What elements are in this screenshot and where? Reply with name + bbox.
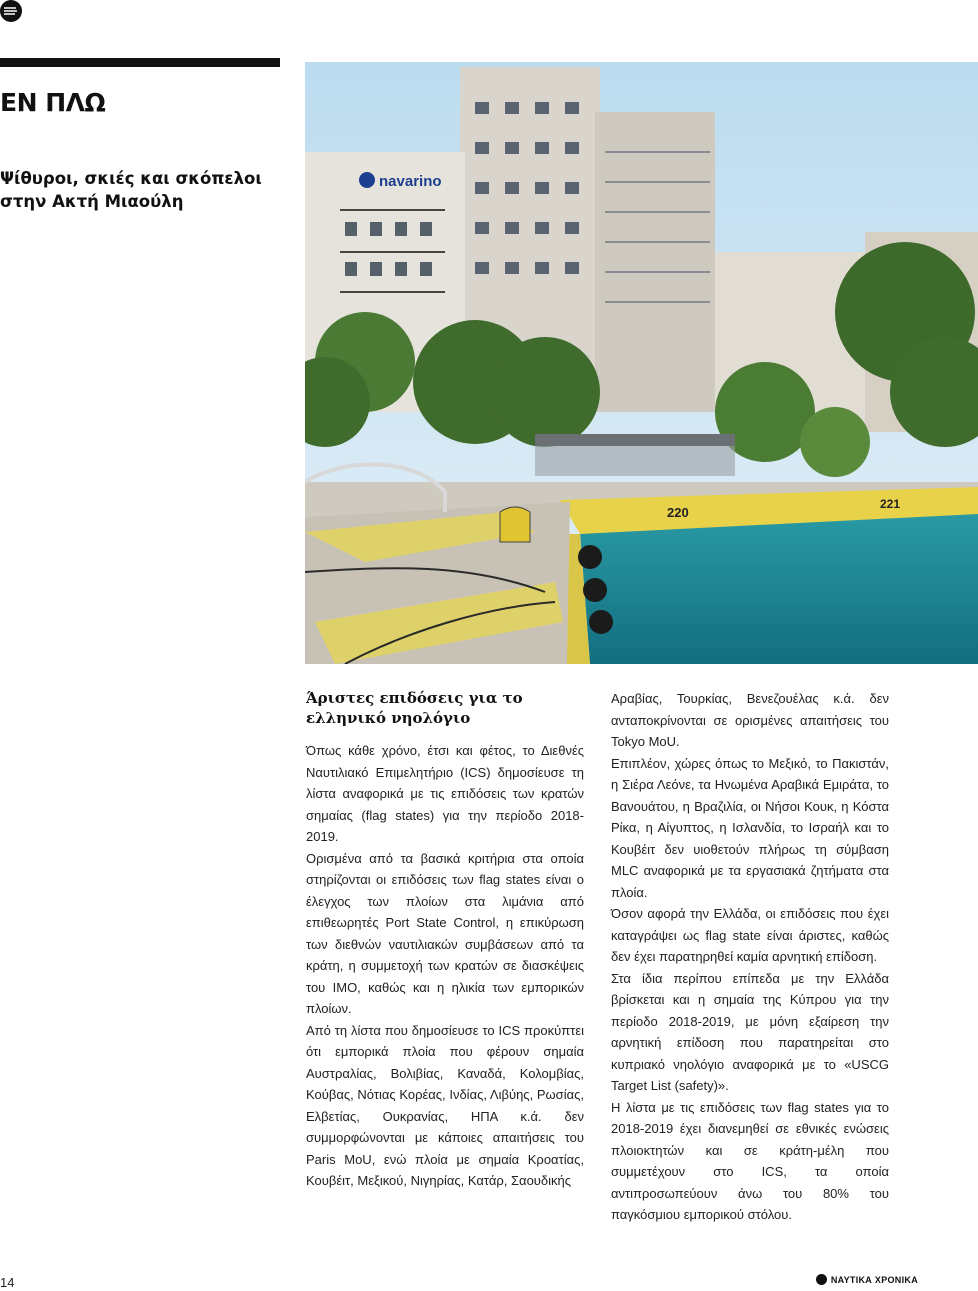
paragraph: Η λίστα με τις επιδόσεις των flag states για το 2018-2019 έχει διανεμηθεί σε εθνικές ενώσεις πλοιοκτητών και σε κράτη-μέλη που συμμετέχουν στο ICS, τα οποία αντιπροσωπεύουν άνω του 80% του παγκόσμιου εμπορικού στόλου. <box>611 1099 889 1222</box>
quay-number-220: 220 <box>667 505 689 520</box>
shelter-roof <box>535 434 735 446</box>
quay-number-221: 221 <box>880 497 901 511</box>
navarino-sign-icon <box>359 172 375 188</box>
footer-brand <box>816 1274 918 1285</box>
paragraph: Όσον αφορά την Ελλάδα, οι επιδόσεις που έχει καταγράψει ως flag state είναι άριστες, καθώς δεν έχει παρατηρηθεί καμία αρνητική επίδοση. <box>611 906 889 964</box>
article-column-2 <box>611 688 889 1226</box>
paragraph: Από τη λίστα που δημοσίευσε το ICS προκύπτει ότι εμπορικά πλοία που φέρουν σημαία Αυστραλίας, Βολιβίας, Καναδά, Κολομβίας, Κούβας, Νότιας Κορέας, Ινδίας, Λιβύης, Ρωσίας, Ελβετίας, Ουκρανίας, ΗΠΑ κ.ά. δεν συμμορφώνονται με κάποιες απαιτήσεις του Paris MoU, ενώ πλοία με σημαία Κροατίας, Κουβέιτ, Μεξικού, Νιγηρίας, Κατάρ, Σαουδικής <box>306 1022 584 1188</box>
paragraph: Αραβίας, Τουρκίας, Βενεζουέλας κ.ά. δεν ανταποκρίνονται σε ορισμένες απαιτήσεις του Tokyo MoU. <box>611 691 889 749</box>
tyre-fender <box>578 545 602 569</box>
magazine-logo-icon <box>0 0 22 22</box>
article-column-1 <box>306 688 584 1192</box>
harbor-photo <box>305 62 978 664</box>
section-title: ΕΝ ΠΛΩ <box>0 88 106 117</box>
paragraph: Όπως κάθε χρόνο, έτσι και φέτος, το Διεθνές Ναυτιλιακό Επιμελητήριο (ICS) δημοσίευσε τη λίστα αναφορικά με τις επιδόσεις των κρατών σημαίας (flag states) για την περίοδο 2018-2019. <box>306 743 584 844</box>
navarino-sign: navarino <box>379 173 442 190</box>
sea <box>580 512 978 664</box>
bollard <box>500 507 530 542</box>
article-subhead: Άριστες επιδόσεις για το ελληνικό νηολόγιο <box>306 689 523 727</box>
header-rule <box>0 58 280 67</box>
paragraph: Ορισμένα από τα βασικά κριτήρια στα οποία στηρίζονται οι επιδόσεις των flag states είναι ο έλεγχος των πλοίων στα λιμάνια από επιθεωρητές Port State Control, η επικύρωση των διεθνών ναυτιλιακών συμβάσεων από τα κράτη, η συμμετοχή των κρατών σε διασκέψεις του IMO, καθώς και η ηλικία των εμπορικών πλοίων. <box>306 850 584 1016</box>
paragraph: Στα ίδια περίπου επίπεδα με την Ελλάδα βρίσκεται και η σημαία της Κύπρου για την περίοδο 2018-2019, με μόνη εξαίρεση την αρνητική επίδοση που παρατηρείται στο κυπριακό νηολόγιο αναφορικά με το «USCG Target List (safety)». <box>611 970 889 1093</box>
article-headline: Ψίθυροι, σκιές και σκόπελοι στην Ακτή Μιαούλη <box>0 169 262 211</box>
paragraph: Επιπλέον, χώρες όπως το Μεξικό, το Πακιστάν, η Σιέρα Λεόνε, τα Ηνωμένα Αραβικά Εμιράτα, το Βανουάτου, η Βραζιλία, οι Νήσοι Κουκ, η Κόστα Ρίκα, η Αίγυπτος, η Ισλανδία, το Ισραήλ και το Κουβέιτ δεν υιοθετούν πλήρως τη σύμβαση MLC αναφορικά με τα εργασιακά ζητήματα στα πλοία. <box>611 755 889 900</box>
brand-name: ΝΑΥΤΙΚΑ ΧΡΟΝΙΚΑ <box>830 1274 918 1285</box>
page-number: 14 <box>0 1275 15 1290</box>
brand-logo-icon <box>816 1274 827 1285</box>
